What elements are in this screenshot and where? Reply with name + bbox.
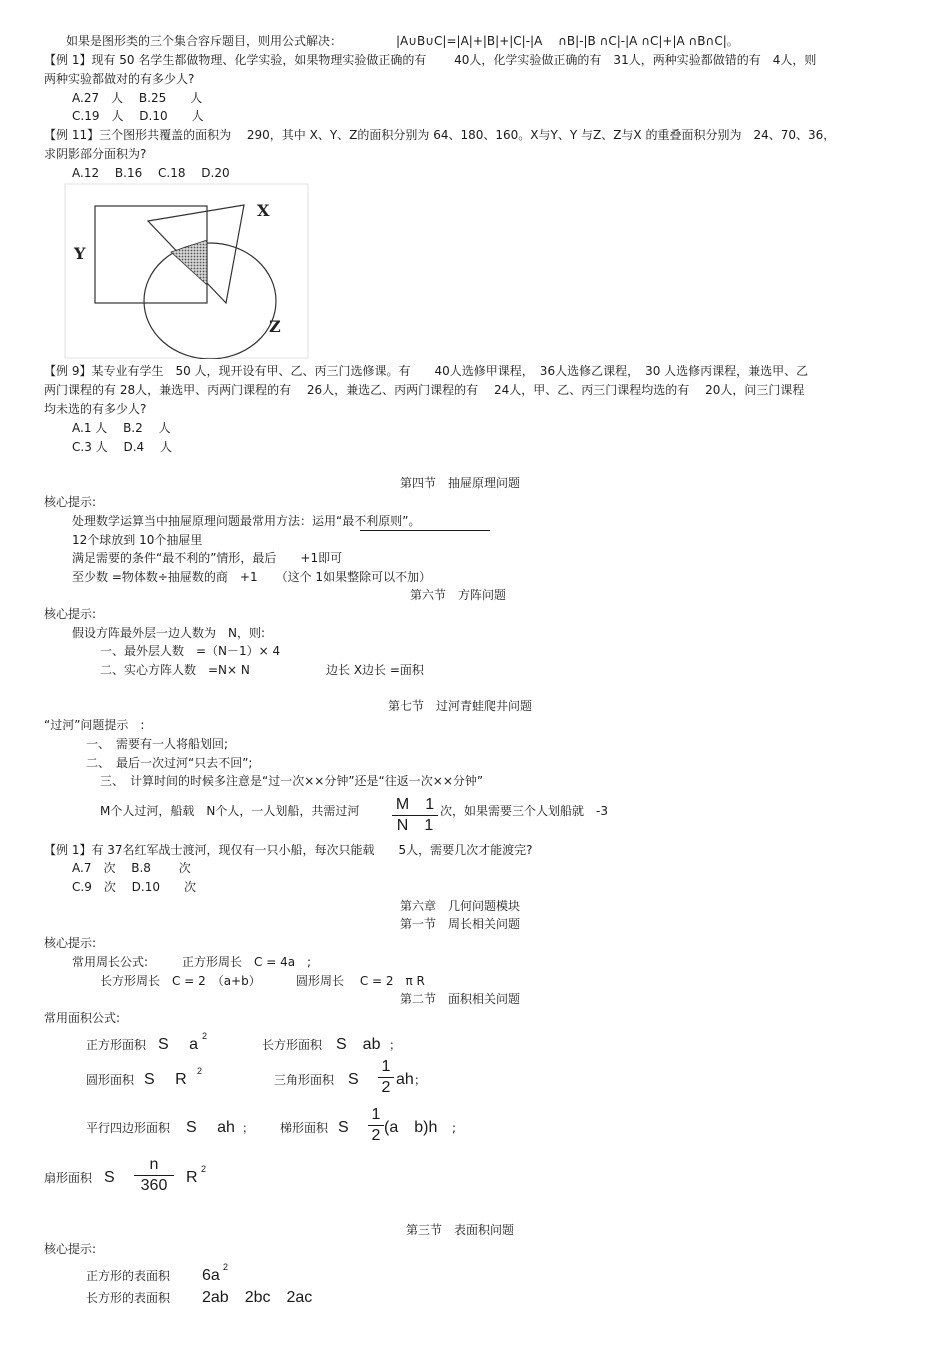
cube-surface-formula: 6a <box>202 1267 220 1284</box>
shaded-region <box>171 240 207 285</box>
triangle-area-s: S <box>348 1071 359 1088</box>
core-tip-label: 核心提示: <box>44 1242 97 1256</box>
trapezoid-area-formula: (a b)h <box>384 1119 438 1136</box>
outer-layer-formula: 一、最外层人数 =（N－1）× 4 <box>100 644 281 658</box>
circle-z <box>144 243 276 359</box>
rectangle-perimeter: 长方形周长 C = 2 （a+b） <box>100 974 261 988</box>
example-9-question-end: 均未选的有多少人? <box>44 402 147 416</box>
river-tip-2: 二、 最后一次过河“只去不回”; <box>86 756 253 770</box>
example-1-question-cont: 两种实验都做对的有多少人? <box>44 72 195 86</box>
pigeonhole-method: 处理数学运算当中抽屉原理问题最常用方法：运用“最不利原则”。 <box>72 514 421 528</box>
square-area-label: 正方形面积 <box>86 1038 147 1052</box>
cuboid-surface-formula: 2ab 2bc 2ac <box>202 1289 313 1306</box>
exponent: 2 <box>223 1262 229 1272</box>
fraction-denominator: 2 <box>371 1127 381 1144</box>
fraction-bar <box>378 1077 394 1078</box>
chapter-6-section-1-title: 第一节 周长相关问题 <box>399 917 520 931</box>
example-boat-options-cd: C.9 次 D.10 次 <box>72 880 196 894</box>
sector-fraction <box>134 1156 174 1195</box>
fraction-denominator: 360 <box>140 1177 168 1194</box>
example-1-question: 【例 1】现有 50 名学生都做物理、化学实验，如果物理实验做正确的有 40人，化学实验做正确的有 31人，两种实验都做错的有 4人，则 <box>44 53 817 67</box>
example-9-options-cd: C.3 人 D.4 人 <box>72 440 172 454</box>
example-9-question: 【例 9】某专业有学生 50 人，现开设有甲、乙、丙三门选修课。有 40人选修甲课程， 36人选修乙课程， 30 人选修丙课程，兼选甲、乙 <box>44 364 809 378</box>
circle-area-label: 圆形面积 <box>86 1073 135 1087</box>
fraction-bar <box>134 1175 174 1176</box>
example-11-question-cont: 求阴影部分面积为? <box>44 147 147 161</box>
pigeonhole-formula: 至少数 =物体数÷抽屉数的商 +1 （这个 1如果整除可以不加） <box>72 570 432 584</box>
river-tip-3: 三、 计算时间的时候多注意是“过一次××分钟”还是“往返一次××分钟” <box>100 774 484 788</box>
cube-surface-label: 正方形的表面积 <box>86 1269 171 1283</box>
square-array-assumption: 假设方阵最外层一边人数为 N，则: <box>72 626 266 640</box>
inclusion-exclusion-formula: |A∪B∪C|=|A|+|B|+|C|-|A ∩B|-|B ∩C|-|A ∩C|+|A ∩B∩C|。 <box>396 34 739 48</box>
pigeonhole-condition: 满足需要的条件“最不利的”情形，最后 +1即可 <box>72 551 343 565</box>
rectangle-area-formula: S ab <box>336 1036 381 1053</box>
half-fraction <box>368 1106 384 1145</box>
semicolon: ； <box>414 1073 427 1087</box>
river-formula-suffix: 次，如果需要三个人划船就 -3 <box>440 804 608 818</box>
core-tip-label: 核心提示: <box>44 607 97 621</box>
chapter-6-section-3-title: 第三节 表面积问题 <box>405 1223 514 1237</box>
circle-area-formula: S R <box>144 1071 187 1088</box>
semicolon: ； <box>242 1121 255 1135</box>
side-area-formula: 边长 X边长 =面积 <box>326 663 424 677</box>
example-1-options-cd: C.19 人 D.10 人 <box>72 109 204 123</box>
fraction-bar <box>392 815 438 816</box>
rectangle-area-label: 长方形面积 <box>262 1038 323 1052</box>
chapter-6-section-2-title: 第二节 面积相关问题 <box>399 992 520 1006</box>
circle-perimeter: 圆形周长 C = 2 π R <box>296 974 425 988</box>
section-4-title: 第四节 抽屉原理问题 <box>399 476 520 490</box>
river-tip-1: 一、 需要有一人将船划回; <box>86 737 229 751</box>
area-formulas-label: 常用面积公式: <box>44 1011 121 1025</box>
parallelogram-area-formula: S ah <box>186 1119 235 1136</box>
triangle-area-formula: ah <box>396 1071 414 1088</box>
example-9-options-ab: A.1 人 B.2 人 <box>72 421 171 435</box>
example-11-question: 【例 11】三个图形共覆盖的面积为 290，其中 X、Y、Z的面积分别为 64、180、160。X与Y、Y 与Z、Z与X 的重叠面积分别为 24、70、36， <box>44 128 836 142</box>
parallelogram-area-label: 平行四边形面积 <box>86 1121 171 1135</box>
example-boat-question: 【例 1】有 37名红军战士渡河，现仅有一只小船，每次只能载 5人，需要几次才能渡完? <box>44 843 533 857</box>
exponent: 2 <box>202 1031 208 1041</box>
semicolon: ; <box>452 1121 457 1135</box>
exponent: 2 <box>197 1066 203 1076</box>
fraction-numerator: M 1 <box>395 796 435 813</box>
solid-array-formula: 二、实心方阵人数 =N× N <box>100 663 250 677</box>
fraction-numerator: 1 <box>381 1058 391 1075</box>
sector-area-label: 扇形面积 <box>44 1171 93 1185</box>
half-fraction <box>378 1058 394 1097</box>
section-7-title: 第七节 过河青蛙爬井问题 <box>387 699 532 713</box>
section-6-title: 第六节 方阵问题 <box>410 588 507 602</box>
example-11-options: A.12 B.16 C.18 D.20 <box>72 166 230 180</box>
triangle-area-label: 三角形面积 <box>274 1073 335 1087</box>
square-perimeter: 正方形周长 C = 4a ; <box>182 955 312 969</box>
label-y: Y <box>74 244 86 263</box>
pigeonhole-example: 12个球放到 10个抽屉里 <box>72 533 203 547</box>
perimeter-formulas-label: 常用周长公式: <box>72 955 149 969</box>
semicolon: ； <box>389 1038 402 1052</box>
three-shapes-diagram <box>64 183 310 359</box>
chapter-6-title: 第六章 几何问题模块 <box>399 899 520 913</box>
trapezoid-area-label: 梯形面积 <box>280 1121 329 1135</box>
formula-intro: 如果是图形类的三个集合容斥题目，则用公式解决： <box>66 34 343 48</box>
sector-area-s: S <box>104 1169 115 1186</box>
example-9-question-cont: 两门课程的有 28人，兼选甲、丙两门课程的有 26人，兼选乙、丙两门课程的有 24人，甲、乙、丙三门课程均选的有 20人，问三门课程 <box>44 383 805 397</box>
fraction-denominator: N 1 <box>396 817 434 834</box>
cuboid-surface-label: 长方形的表面积 <box>86 1291 171 1305</box>
river-crossing-tip: “过河”问题提示 : <box>44 718 145 732</box>
fraction-denominator: 2 <box>381 1079 391 1096</box>
underline <box>360 530 490 531</box>
core-tip-label: 核心提示: <box>44 936 97 950</box>
exponent: 2 <box>201 1164 207 1174</box>
example-boat-options-ab: A.7 次 B.8 次 <box>72 861 191 875</box>
label-z: Z <box>269 317 281 336</box>
sector-area-r: R <box>186 1169 198 1186</box>
river-formula-text: M个人过河，船载 N个人，一人划船，共需过河 <box>100 804 360 818</box>
example-1-options-ab: A.27 人 B.25 人 <box>72 91 203 105</box>
trapezoid-area-s: S <box>338 1119 349 1136</box>
river-fraction <box>392 796 438 835</box>
fraction-numerator: n <box>149 1156 159 1173</box>
core-tip-label: 核心提示: <box>44 495 97 509</box>
fraction-numerator: 1 <box>371 1106 381 1123</box>
label-x: X <box>257 201 270 220</box>
fraction-bar <box>368 1125 384 1126</box>
square-area-formula: S a <box>158 1036 199 1053</box>
